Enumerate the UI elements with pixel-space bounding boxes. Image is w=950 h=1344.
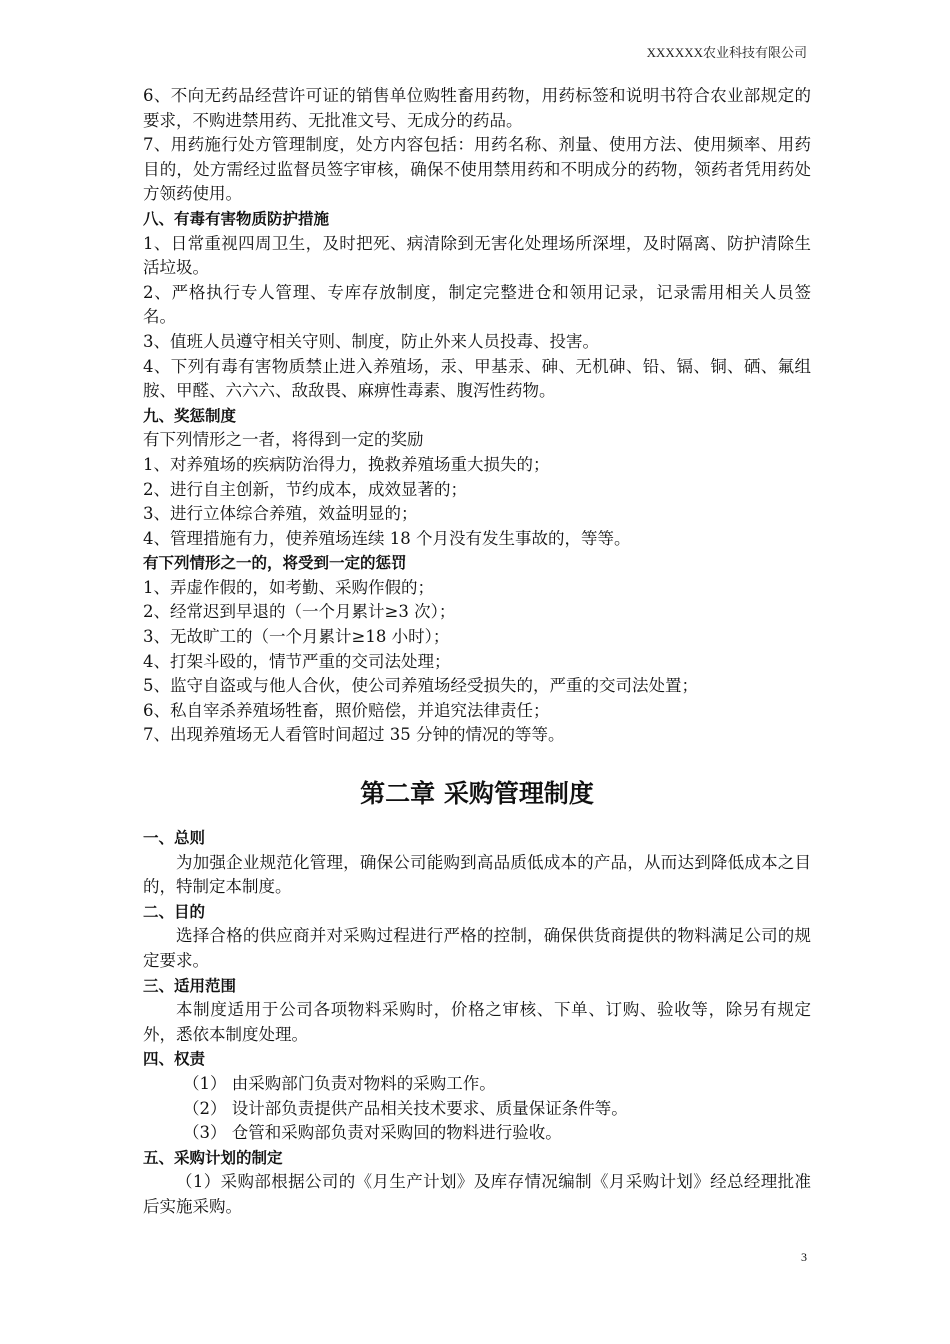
- reward-intro: 有下列情形之一者，将得到一定的奖励: [143, 430, 424, 450]
- list-item: 1、弄虚作假的，如考勤、采购作假的；: [143, 577, 434, 597]
- section-heading-responsibilities: 四、权责: [143, 1050, 206, 1069]
- list-item: 5、监守自盗或与他人合伙，使公司养殖场经受损失的，严重的交司法处置；: [143, 676, 698, 696]
- page-number: 3: [801, 1250, 807, 1264]
- list-item: （1） 由采购部门负责对物料的采购工作。: [183, 1073, 496, 1093]
- list-item: 4、下列有毒有害物质禁止进入养殖场，汞、甲基汞、砷、无机砷、铅、镉、铜、硒、氟组胺、甲醛、六六六、敌敌畏、麻痹性毒素、腹泻性药物。: [143, 356, 811, 401]
- section-heading-9: 九、奖惩制度: [143, 406, 237, 425]
- paragraph-plan: （1）采购部根据公司的《月生产计划》及库存情况编制《月采购计划》经总经理批准后实施采购。: [143, 1172, 811, 1216]
- list-item: 7、出现养殖场无人看管时间超过 35 分钟的情况的等等。: [143, 725, 565, 745]
- list-item: 4、打架斗殴的，情节严重的交司法处理；: [143, 651, 451, 671]
- list-item: 2、严格执行专人管理、专库存放制度，制定完整进仓和领用记录，记录需用相关人员签名。: [143, 282, 811, 327]
- list-item: （3） 仓管和采购部负责对采购回的物料进行验收。: [183, 1123, 562, 1143]
- section-heading-purpose: 二、目的: [143, 902, 206, 921]
- chapter-title: 第二章 采购管理制度: [360, 779, 594, 809]
- paragraph-item-7: 7、用药施行处方管理制度，处方内容包括：用药名称、剂量、使用方法、使用频率、用药目的，处方需经过监督员签字审核，确保不使用禁用药和不明成分的药物，领药者凭用药处方领药使用。: [143, 135, 811, 204]
- paragraph-general: 为加强企业规范化管理，确保公司能购到高品质低成本的产品，从而达到降低成本之目的，特制定本制度。: [143, 852, 811, 897]
- document-body: [143, 84, 811, 1220]
- paragraph-purpose: 选择合格的供应商并对采购过程进行严格的控制，确保供货商提供的物料满足公司的规定要求。: [143, 926, 811, 970]
- list-item: 1、日常重视四周卫生，及时把死、病清除到无害化处理场所深埋，及时隔离、防护清除生活垃圾。: [143, 233, 811, 278]
- page-header-company: XXXXXX农业科技有限公司: [646, 45, 807, 60]
- list-item: 2、经常迟到早退的（一个月累计≥3 次）；: [143, 602, 456, 622]
- paragraph-item-6: 6、不向无药品经营许可证的销售单位购牲畜用药物，用药标签和说明书符合农业部规定的要求，不购进禁用药、无批准文号、无成分的药品。: [143, 86, 811, 130]
- list-item: 4、管理措施有力，使养殖场连续 18 个月没有发生事故的，等等。: [143, 528, 631, 548]
- list-item: 3、无故旷工的（一个月累计≥18 小时）；: [143, 627, 450, 647]
- section-heading-general: 一、总则: [143, 829, 206, 848]
- list-item: 3、进行立体综合养殖，效益明显的；: [143, 504, 418, 524]
- list-item: 6、私自宰杀养殖场牲畜，照价赔偿，并追究法律责任；: [143, 700, 550, 720]
- list-item: （2） 设计部负责提供产品相关技术要求、质量保证条件等。: [183, 1098, 628, 1118]
- section-heading-plan: 五、采购计划的制定: [143, 1148, 283, 1167]
- section-heading-scope: 三、适用范围: [143, 976, 237, 995]
- paragraph-scope: 本制度适用于公司各项物料采购时，价格之审核、下单、订购、验收等，除另有规定外，悉依本制度处理。: [143, 1000, 811, 1044]
- penalty-intro: 有下列情形之一的，将受到一定的惩罚: [143, 554, 407, 573]
- list-item: 2、进行自主创新，节约成本，成效显著的；: [143, 479, 467, 499]
- list-item: 1、对养殖场的疾病防治得力，挽救养殖场重大损失的；: [143, 454, 550, 474]
- list-item: 3、值班人员遵守相关守则、制度，防止外来人员投毒、投害。: [143, 331, 599, 351]
- section-heading-8: 八、有毒有害物质防护措施: [143, 209, 330, 228]
